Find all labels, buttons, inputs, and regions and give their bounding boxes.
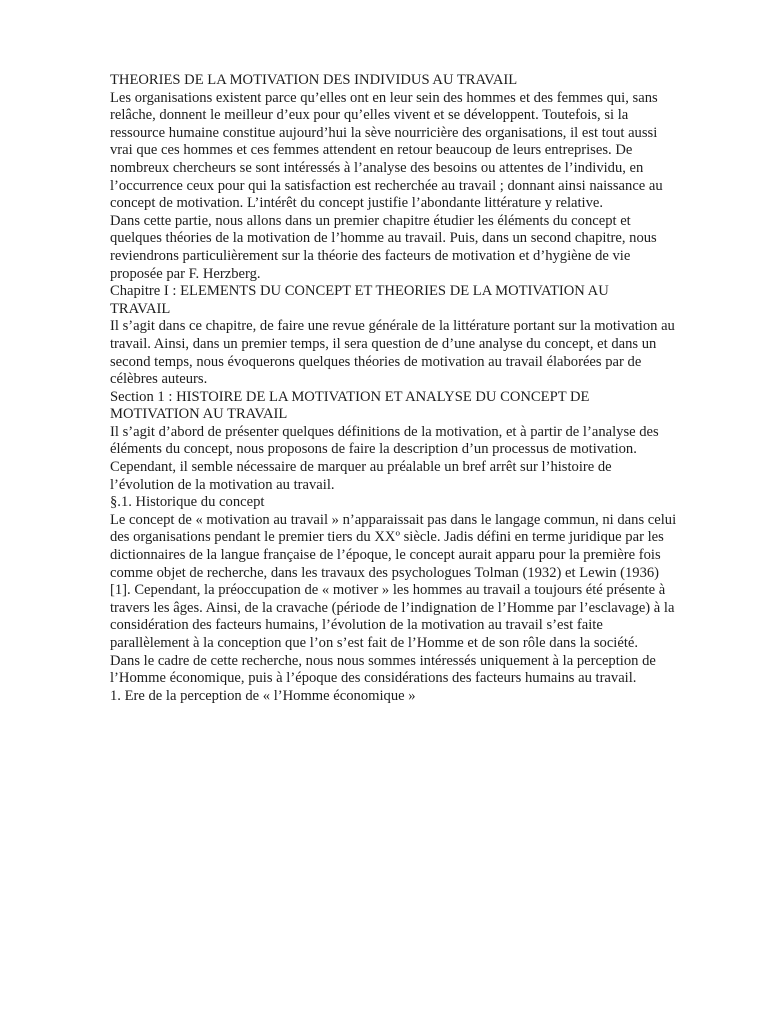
document-title: THEORIES DE LA MOTIVATION DES INDIVIDUS AU TRAVAIL: [110, 72, 518, 88]
text-line: célèbres auteurs.: [110, 371, 208, 388]
text-line: second temps, nous évoquerons quelques théories de motivation au travail élaborées par de: [110, 353, 642, 370]
text-line: Il s’agit dans ce chapitre, de faire une revue générale de la littérature portant sur la motivation au: [110, 318, 675, 335]
text-line: comme objet de recherche, dans les travaux des psychologues Tolman (1932) et Lewin (1936): [110, 564, 660, 581]
chapter-intro-paragraph: [110, 318, 710, 388]
text-line: Dans le cadre de cette recherche, nous nous sommes intéressés uniquement à la perception de: [110, 652, 656, 669]
text-line: nombreux chercheurs se sont intéressés à l’analyse des besoins ou attentes de l’individu, en: [110, 159, 644, 176]
text-line: MOTIVATION AU TRAVAIL: [110, 406, 288, 423]
section-heading: [110, 389, 710, 424]
subsection-heading: §.1. Historique du concept: [110, 494, 265, 511]
text-line: TRAVAIL: [110, 300, 171, 317]
text-line: reviendrons particulièrement sur la théorie des facteurs de motivation et d’hygiène de vie: [110, 247, 631, 264]
text-line: éléments du concept, nous proposons de faire la description d’un processus de motivation.: [110, 441, 637, 458]
text-line: Section 1 : HISTOIRE DE LA MOTIVATION ET ANALYSE DU CONCEPT DE: [110, 388, 590, 405]
text-line: l’Homme économique, puis à l’époque des considérations des facteurs humains au travail.: [110, 670, 637, 687]
text-line: ressource humaine constitue aujourd’hui la sève nourricière des organisations, il est tout aussi: [110, 124, 658, 141]
text-line: Dans cette partie, nous allons dans un premier chapitre étudier les éléments du concept et: [110, 212, 631, 229]
text-line: Les organisations existent parce qu’elles ont en leur sein des hommes et des femmes qui, sans: [110, 89, 658, 106]
document-page: [110, 72, 710, 705]
text-line: considération des facteurs humains, l’évolution de la motivation au travail s’est faite: [110, 617, 603, 634]
text-line: concept de motivation. L’intérêt du concept justifie l’abondante littérature y relative.: [110, 195, 604, 212]
cadre-paragraph: [110, 653, 710, 688]
text-line: Cependant, il semble nécessaire de marquer au préalable un bref arrêt sur l’histoire de: [110, 459, 612, 476]
text-line: l’occurrence ceux pour qui la satisfaction est recherchée au travail ; donnant ainsi naissance au: [110, 177, 663, 194]
text-line: l’évolution de la motivation au travail.: [110, 476, 335, 493]
text-line: Le concept de « motivation au travail » n’apparaissait pas dans le langage commun, ni dans celui: [110, 511, 677, 528]
text-line: dictionnaires de la langue française de l’époque, le concept aurait apparu pour la première fois: [110, 547, 661, 564]
plan-paragraph: [110, 213, 710, 283]
text-line: [1]. Cependant, la préoccupation de « motiver » les hommes au travail a toujours été présente à: [110, 582, 666, 599]
ere-heading: 1. Ere de la perception de « l’Homme économique »: [110, 687, 416, 704]
text-line: travers les âges. Ainsi, de la cravache (période de l’indignation de l’Homme par l’esclavage) à la: [110, 599, 675, 616]
text-line: vrai que ces hommes et ces femmes attendent en retour beaucoup de leurs entreprises. De: [110, 142, 633, 159]
historique-paragraph: [110, 512, 710, 653]
text-line: quelques théories de la motivation de l’homme au travail. Puis, dans un second chapitre, nous: [110, 230, 657, 247]
text-line: Il s’agit d’abord de présenter quelques définitions de la motivation, et à partir de l’analyse des: [110, 423, 659, 440]
chapter-heading: [110, 283, 710, 318]
intro-paragraph: [110, 90, 710, 213]
text-line: relâche, donnent le meilleur d’eux pour qu’elles vivent et se développent. Toutefois, si la: [110, 107, 629, 124]
text-line: des organisations pendant le premier tiers du XXº siècle. Jadis défini en terme juridique par les: [110, 529, 664, 546]
text-line: parallèlement à la conception que l’on s’est fait de l’Homme et de son rôle dans la société.: [110, 635, 639, 651]
text-line: travail. Ainsi, dans un premier temps, il sera question de d’une analyse du concept, et dans un: [110, 335, 657, 352]
text-line: Chapitre I : ELEMENTS DU CONCEPT ET THEORIES DE LA MOTIVATION AU: [110, 283, 609, 300]
text-line: proposée par F. Herzberg.: [110, 265, 261, 282]
section-intro-paragraph: [110, 424, 710, 494]
